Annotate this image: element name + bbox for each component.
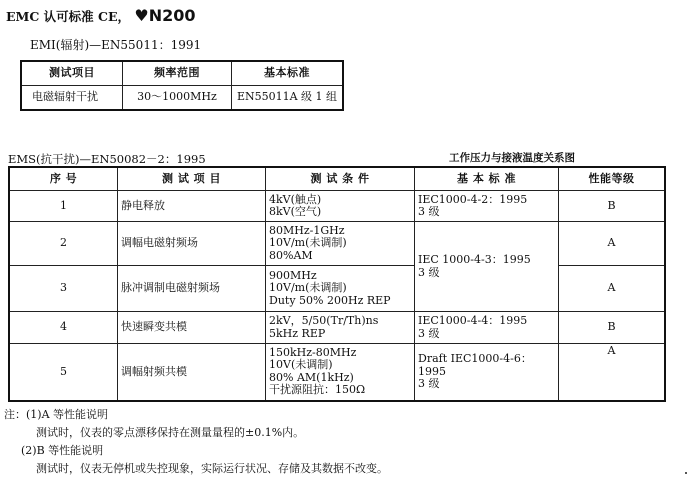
- condition-line: Duty 50% 200Hz REP: [269, 293, 391, 307]
- emi-col-frequency: 频率范围: [123, 61, 232, 86]
- condition-line: 10V/m(未调制): [269, 281, 347, 295]
- performance-grade: A: [559, 344, 666, 401]
- table-row: [9, 312, 665, 344]
- emi-cell-item: 电磁辐射干扰: [21, 86, 123, 111]
- row-number: 5: [9, 344, 118, 401]
- note-text-a: 测试时，仪表的零点漂移保持在测量量程的±0.1%内。: [36, 426, 305, 439]
- note-heading-a: 注：(1)A 等性能说明: [4, 408, 109, 421]
- note-text-b: 测试时，仪表无停机或失控现象，实际运行状况、存储及其数据不改变。: [36, 462, 388, 475]
- emi-col-item: 测试项目: [21, 61, 123, 86]
- test-item: 快速瞬变共模: [118, 312, 266, 344]
- standard-line: 3 级: [418, 205, 440, 218]
- condition-line: 900MHz: [269, 268, 317, 282]
- table-row: [9, 344, 665, 401]
- test-conditions: [266, 344, 415, 401]
- ems-col-no: 序 号: [9, 167, 118, 191]
- test-conditions: [266, 266, 415, 312]
- condition-line: 干扰源阻抗：150Ω: [269, 383, 366, 397]
- condition-line: 10V/m(未调制): [269, 236, 347, 250]
- performance-grade: B: [559, 312, 666, 344]
- certification-header: [6, 6, 196, 25]
- condition-line: 80%AM: [269, 248, 313, 262]
- condition-line: 5kHz REP: [269, 326, 326, 340]
- standard-line: IEC1000-4-4：1995: [418, 314, 528, 327]
- emi-header-row: [21, 61, 343, 86]
- performance-grade: A: [559, 266, 666, 312]
- standard-line: Draft IEC1000-4-6：1995: [418, 352, 532, 378]
- ems-col-conditions: 测 试 条 件: [266, 167, 415, 191]
- standard-line: 3 级: [418, 265, 440, 279]
- side-caption: 工作压力与接液温度关系图: [449, 152, 575, 164]
- emi-cell-standard: EN55011A 级 1 组: [232, 86, 344, 111]
- condition-line: 150kHz-80MHz: [269, 345, 357, 359]
- test-item: 脉冲调制电磁射频场: [118, 266, 266, 312]
- standard-line: 3 级: [418, 377, 440, 390]
- emi-title: EMI(辐射)—EN55011：1991: [30, 38, 202, 52]
- condition-line: 4kV(触点): [269, 192, 322, 206]
- basic-standard: [415, 222, 559, 312]
- note-heading-b: (2)B 等性能说明: [21, 444, 104, 457]
- test-conditions: [266, 191, 415, 222]
- performance-grade: B: [559, 191, 666, 222]
- basic-standard: [415, 312, 559, 344]
- ems-col-item: 测 试 项 目: [118, 167, 266, 191]
- scan-mark: [685, 472, 687, 474]
- standard-line: IEC1000-4-2：1995: [418, 192, 528, 206]
- condition-line: 10V(未调制): [269, 358, 333, 372]
- performance-grade: A: [559, 222, 666, 266]
- standard-line: 3 级: [418, 326, 440, 340]
- condition-line: 80MHz-1GHz: [269, 223, 345, 237]
- table-row: [9, 222, 665, 266]
- emi-row: [21, 86, 343, 111]
- ce-mark: CE，: [98, 9, 131, 24]
- table-row: [9, 191, 665, 222]
- test-item: 调幅电磁射频场: [118, 222, 266, 266]
- emi-cell-frequency: 30～1000MHz: [123, 86, 232, 111]
- heart-mark-icon: ♥: [134, 6, 149, 25]
- ems-title: EMS(抗干扰)—EN50082－2：1995: [8, 152, 206, 166]
- row-number: 2: [9, 222, 118, 266]
- emi-table: [20, 60, 344, 111]
- row-number: 4: [9, 312, 118, 344]
- ems-table: [8, 166, 666, 402]
- certification-code: N200: [148, 6, 196, 25]
- condition-line: 8kV(空气): [269, 205, 322, 218]
- condition-line: 2kV，5/50(Tr/Th)ns: [269, 314, 379, 327]
- test-conditions: [266, 312, 415, 344]
- test-conditions: [266, 222, 415, 266]
- ems-header-row: [9, 167, 665, 191]
- condition-line: 80% AM(1kHz): [269, 370, 354, 384]
- ems-col-grade: 性能等级: [559, 167, 666, 191]
- ems-col-standard: 基 本 标 准: [415, 167, 559, 191]
- table-row: [9, 266, 665, 312]
- row-number: 1: [9, 191, 118, 222]
- basic-standard: [415, 344, 559, 401]
- basic-standard: [415, 191, 559, 222]
- row-number: 3: [9, 266, 118, 312]
- test-item: 静电释放: [118, 191, 266, 222]
- certification-label: EMC 认可标准: [6, 9, 94, 24]
- emi-col-standard: 基本标准: [232, 61, 344, 86]
- standard-line: IEC 1000-4-3：1995: [418, 253, 531, 266]
- test-item: 调幅射频共模: [118, 344, 266, 401]
